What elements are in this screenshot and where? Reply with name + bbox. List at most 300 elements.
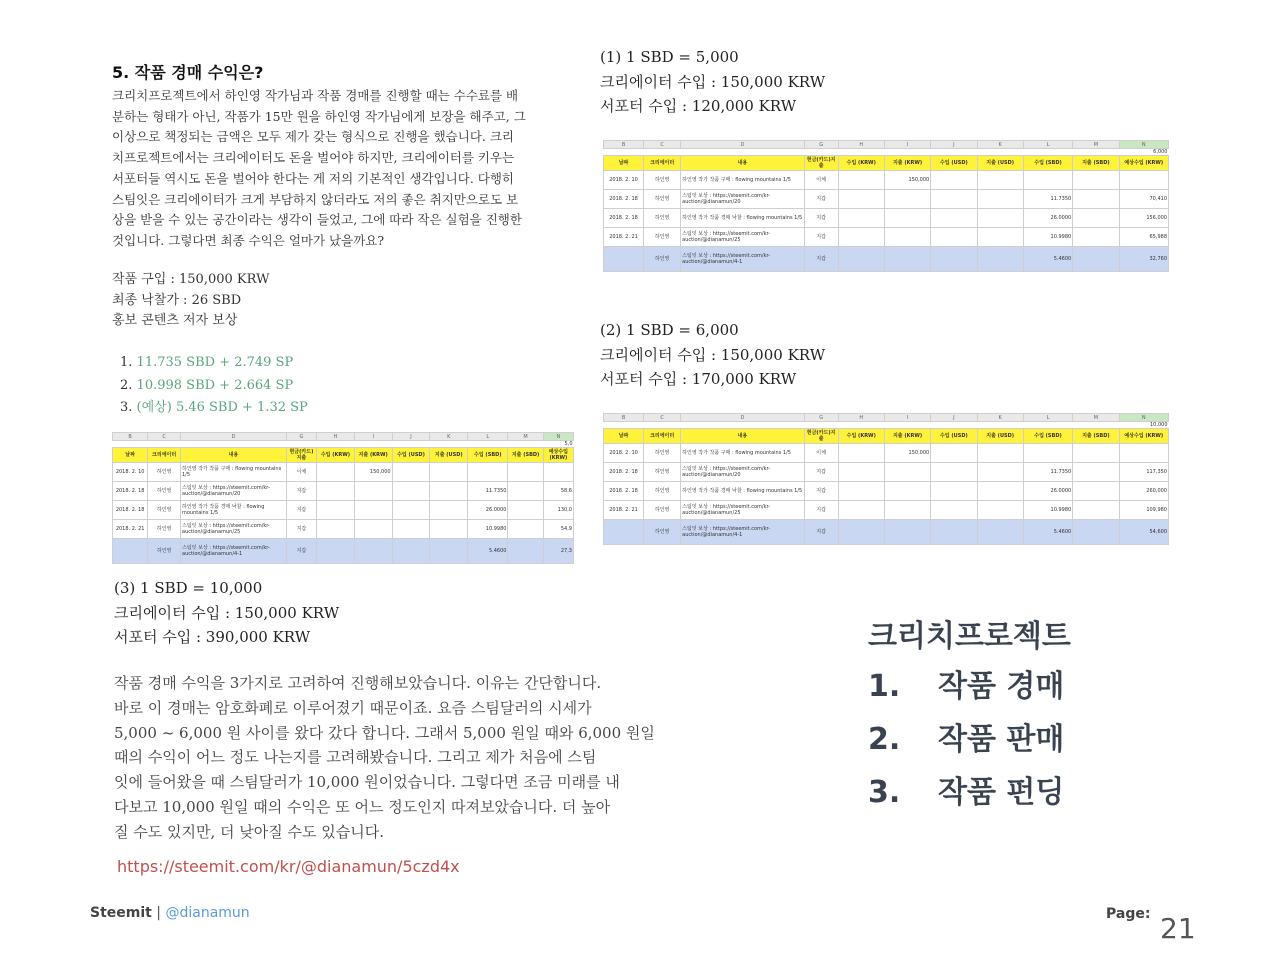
table-cell: [931, 209, 977, 228]
table-cell: 스팀잇 보상 : https://steemit.com/kr-auction/@dianamun/25: [681, 501, 805, 520]
table-cell: [508, 463, 543, 482]
column-header: 예상수입 (KRW): [543, 448, 573, 463]
column-header: 크리에이터: [644, 429, 681, 444]
table-cell: [543, 463, 573, 482]
purchase-info: [112, 270, 269, 332]
table-row: [604, 247, 1169, 272]
empty-cell: [354, 441, 392, 448]
header-row: [604, 156, 1169, 171]
table-cell: [838, 228, 884, 247]
table-cell: 하인영 작가 작품 구매 : flowing mountains 1/5: [181, 463, 287, 482]
table-cell: [931, 190, 977, 209]
table-cell: 70,410: [1119, 190, 1168, 209]
table-cell: 2018. 2. 18: [604, 209, 644, 228]
table-cell: [317, 463, 355, 482]
rate-row: [604, 422, 1169, 429]
table-cell: 지갑: [286, 501, 316, 520]
table-cell: [508, 482, 543, 501]
scenario-1: [600, 45, 825, 119]
table-cell: [354, 520, 392, 539]
table-cell: 26.0000: [468, 501, 508, 520]
column-letter: H: [317, 433, 355, 441]
table-cell: [977, 171, 1023, 190]
table-cell: [838, 444, 884, 463]
table-cell: [838, 463, 884, 482]
table-cell: [931, 171, 977, 190]
table-row: [604, 171, 1169, 190]
empty-cell: [977, 149, 1023, 156]
column-letter: H: [838, 414, 884, 422]
column-header: 지출 (KRW): [354, 448, 392, 463]
list-item: 2. 10.998 SBD + 2.664 SP: [120, 377, 294, 393]
empty-cell: [681, 149, 805, 156]
column-letter: G: [804, 414, 838, 422]
table-cell: [317, 482, 355, 501]
list-item: 3. (예상) 5.46 SBD + 1.32 SP: [120, 400, 308, 415]
table-cell: 하인영: [148, 482, 181, 501]
table-cell: [977, 190, 1023, 209]
column-letter: N: [1119, 141, 1168, 149]
explanation-paragraph: [114, 671, 655, 845]
column-header: 수입 (USD): [931, 156, 977, 171]
column-header: 수입 (SBD): [1023, 429, 1072, 444]
table-cell: 하인영: [644, 444, 681, 463]
column-letter: J: [392, 433, 430, 441]
rate-value: 5,0: [543, 441, 573, 448]
table-cell: [1073, 520, 1119, 545]
column-header: 지출 (USD): [977, 429, 1023, 444]
table-cell: [884, 247, 930, 272]
empty-cell: [1023, 149, 1072, 156]
table-cell: [977, 520, 1023, 545]
column-header: 수입 (SBD): [468, 448, 508, 463]
table-cell: [977, 209, 1023, 228]
table-cell: [1073, 247, 1119, 272]
empty-cell: [604, 422, 644, 429]
table-cell: [884, 482, 930, 501]
page-number: 21: [1160, 912, 1196, 945]
table-cell: 이체: [286, 463, 316, 482]
table-cell: 하인영 작가 작품 구매 : flowing mountains 1/5: [681, 171, 805, 190]
table-cell: 지갑: [286, 482, 316, 501]
table-row: [604, 482, 1169, 501]
column-header: 지출 (KRW): [884, 429, 930, 444]
table-row: [113, 482, 574, 501]
table-cell: 지갑: [804, 520, 838, 545]
rate-value: 10,000: [1119, 422, 1168, 429]
table-cell: 스팀잇 보상 : https://steemit.com/kr-auction/@dianamun/20: [181, 482, 287, 501]
scenario-3: [114, 576, 339, 650]
table-cell: [838, 247, 884, 272]
table-cell: 지갑: [804, 190, 838, 209]
table-cell: 하인영: [644, 247, 681, 272]
table-row: [113, 520, 574, 539]
column-header: 크리에이터: [148, 448, 181, 463]
table-cell: 2018. 2. 18: [604, 190, 644, 209]
scenario-title: (2) 1 SBD = 6,000: [600, 321, 739, 339]
table-cell: [931, 463, 977, 482]
table-cell: 150,000: [354, 463, 392, 482]
table-cell: 65,988: [1119, 228, 1168, 247]
empty-cell: [286, 441, 316, 448]
empty-cell: [181, 441, 287, 448]
table-cell: [838, 171, 884, 190]
column-header: 날짜: [604, 429, 644, 444]
table-cell: [884, 520, 930, 545]
column-header: 현금(카드)지출: [286, 448, 316, 463]
table-cell: [1073, 171, 1119, 190]
column-letter: I: [884, 141, 930, 149]
table-cell: [354, 501, 392, 520]
table-cell: 2018. 2. 18: [604, 482, 644, 501]
column-letter: M: [1073, 414, 1119, 422]
footer-handle[interactable]: @dianamun: [165, 905, 250, 921]
table-cell: 11.7350: [1023, 190, 1072, 209]
table-cell: [977, 228, 1023, 247]
table-cell: 지갑: [286, 520, 316, 539]
table-cell: 10.9980: [1023, 501, 1072, 520]
table-cell: [430, 482, 468, 501]
column-letter: K: [430, 433, 468, 441]
table-cell: [430, 501, 468, 520]
table-cell: 하인영 작가 작품 경매 낙찰 : flowing mountains 1/5: [681, 482, 805, 501]
table-cell: 10.9980: [1023, 228, 1072, 247]
column-letters-row: [604, 414, 1169, 422]
brand-name: Steemit: [90, 905, 152, 921]
table-cell: 지갑: [804, 463, 838, 482]
table-row: [604, 228, 1169, 247]
table-cell: 하인영 작가 작품 경매 낙찰 : flowing mountains 1/5: [181, 501, 287, 520]
column-header: 지출 (SBD): [1073, 429, 1119, 444]
table-cell: 스팀잇 보상 : https://steemit.com/kr-auction/@dianamun/25: [681, 228, 805, 247]
table-cell: 스팀잇 보상 : https://steemit.com/kr-auction/@dianamun/20: [681, 463, 805, 482]
text-line: 바로 이 경매는 암호화폐로 이루어졌기 때문이죠. 요즘 스팀달러의 시세가: [114, 698, 592, 717]
column-header: 지출 (SBD): [508, 448, 543, 463]
table-cell: 2018. 2. 21: [113, 520, 148, 539]
empty-cell: [430, 441, 468, 448]
table-cell: [508, 539, 543, 564]
table-cell: 5.4600: [1023, 247, 1072, 272]
table-cell: 2018. 2. 10: [604, 171, 644, 190]
table-cell: 2018. 2. 10: [113, 463, 148, 482]
column-letter: B: [113, 433, 148, 441]
info-line: 홍보 콘텐츠 저자 보상: [112, 313, 238, 328]
menu-item-funding: 3. 작품 펀딩: [868, 775, 1065, 810]
table-row: [113, 501, 574, 520]
column-header: 날짜: [113, 448, 148, 463]
table-cell: 10.9980: [468, 520, 508, 539]
text-line: 상을 받을 수 있는 공간이라는 생각이 들었고, 그에 따라 작은 실험을 진행한: [112, 212, 522, 228]
project-menu: [868, 614, 1071, 819]
table-cell: [838, 482, 884, 501]
table-cell: 27,3: [543, 539, 573, 564]
table-cell: 스팀잇 보상 : https://steemit.com/kr-auction/@dianamun/4-1: [681, 520, 805, 545]
column-header: 지출 (KRW): [884, 156, 930, 171]
table-cell: [317, 520, 355, 539]
menu-title: 크리치프로젝트: [868, 619, 1071, 654]
column-letter: N: [543, 433, 573, 441]
table-cell: [1073, 482, 1119, 501]
table-cell: [1023, 171, 1072, 190]
table-cell: [1073, 501, 1119, 520]
table-cell: [113, 539, 148, 564]
table-cell: 5.4600: [468, 539, 508, 564]
column-letter: G: [286, 433, 316, 441]
text-line: 스팀잇은 크리에이터가 크게 부담하지 않더라도 저의 좋은 취지만으로도 보: [112, 191, 519, 207]
table-cell: 2018. 2. 10: [604, 444, 644, 463]
table-cell: [392, 463, 430, 482]
table-cell: 하인영: [148, 539, 181, 564]
empty-cell: [468, 441, 508, 448]
table-cell: [468, 463, 508, 482]
table-cell: [884, 209, 930, 228]
column-letter: K: [977, 414, 1023, 422]
column-header: 크리에이터: [644, 156, 681, 171]
table-cell: 117,350: [1119, 463, 1168, 482]
table-cell: [931, 228, 977, 247]
table-cell: [1023, 444, 1072, 463]
table-cell: [884, 190, 930, 209]
table-cell: [884, 501, 930, 520]
table-row: [113, 539, 574, 564]
creator-income: 크리에이터 수입 : 150,000 KRW: [600, 345, 826, 364]
column-header: 날짜: [604, 156, 644, 171]
column-letter: I: [884, 414, 930, 422]
table-cell: [604, 520, 644, 545]
column-letter: H: [838, 141, 884, 149]
table-cell: [317, 539, 355, 564]
column-header: 수입 (KRW): [838, 429, 884, 444]
text-line: 질 수도 있지만, 더 낮아질 수도 있습니다.: [114, 822, 384, 841]
intro-paragraph: [112, 86, 574, 254]
table-cell: [430, 463, 468, 482]
column-header: 지출 (USD): [430, 448, 468, 463]
table-cell: 2018. 2. 21: [604, 501, 644, 520]
empty-cell: [317, 441, 355, 448]
text-line: 서포터들 역시도 돈을 벌어야 한다는 게 저의 기본적인 생각입니다. 다행히: [112, 170, 514, 186]
table-cell: 지갑: [804, 209, 838, 228]
table-cell: 하인영 작가 작품 경매 낙찰 : flowing mountains 1/5: [681, 209, 805, 228]
column-letter: B: [604, 141, 644, 149]
empty-cell: [1073, 422, 1119, 429]
table-cell: 11.7350: [1023, 463, 1072, 482]
scenario-title: (3) 1 SBD = 10,000: [114, 579, 263, 597]
table-cell: 130,0: [543, 501, 573, 520]
column-letter: G: [804, 141, 838, 149]
reward-list: [120, 352, 308, 420]
table-cell: 26.0000: [1023, 209, 1072, 228]
table-cell: [838, 190, 884, 209]
column-header: 내용: [181, 448, 287, 463]
rate-value: 6,000: [1119, 149, 1168, 156]
table-row: [604, 463, 1169, 482]
table-cell: [1119, 444, 1168, 463]
table-cell: 54,600: [1119, 520, 1168, 545]
column-letter: I: [354, 433, 392, 441]
table-cell: 58,6: [543, 482, 573, 501]
table-cell: 지갑: [804, 228, 838, 247]
table-cell: 하인영: [644, 228, 681, 247]
table-cell: 하인영: [644, 209, 681, 228]
column-header: 지출 (USD): [977, 156, 1023, 171]
table-cell: 150,000: [884, 444, 930, 463]
empty-cell: [838, 149, 884, 156]
table-cell: 스팀잇 보상 : https://steemit.com/kr-auction/@dianamun/4-1: [181, 539, 287, 564]
column-letters-row: [604, 141, 1169, 149]
spreadsheet-scenario-1: [603, 140, 1169, 282]
column-letter: M: [1073, 141, 1119, 149]
table-cell: 하인영: [644, 190, 681, 209]
table-cell: 54,9: [543, 520, 573, 539]
table-cell: [931, 520, 977, 545]
column-letter: D: [681, 414, 805, 422]
scenario-2: [600, 318, 825, 392]
text-line: 치프로젝트에서는 크리에이터도 돈을 벌어야 하지만, 크리에이터를 키우는: [112, 150, 515, 166]
column-letter: N: [1119, 414, 1168, 422]
table-cell: [977, 482, 1023, 501]
creator-income: 크리에이터 수입 : 150,000 KRW: [114, 603, 340, 622]
table-cell: 이체: [804, 444, 838, 463]
empty-cell: [884, 422, 930, 429]
column-letter: C: [644, 414, 681, 422]
table-cell: [1073, 463, 1119, 482]
table-cell: 지갑: [804, 247, 838, 272]
table-cell: [392, 520, 430, 539]
column-letter: J: [931, 141, 977, 149]
header-row: [113, 448, 574, 463]
table-cell: [317, 501, 355, 520]
table-cell: [931, 482, 977, 501]
table-cell: [884, 228, 930, 247]
empty-cell: [884, 149, 930, 156]
supporter-income: 서포터 수입 : 390,000 KRW: [114, 628, 311, 646]
table-cell: [931, 247, 977, 272]
table-cell: 스팀잇 보상 : https://steemit.com/kr-auction/@dianamun/20: [681, 190, 805, 209]
table-row: [604, 501, 1169, 520]
table-cell: 하인영: [148, 463, 181, 482]
empty-cell: [644, 149, 681, 156]
table-cell: 하인영: [148, 520, 181, 539]
table-cell: 스팀잇 보상 : https://steemit.com/kr-auction/@dianamun/25: [181, 520, 287, 539]
table-cell: [430, 539, 468, 564]
info-line: 작품 구입 : 150,000 KRW: [112, 272, 270, 287]
table-cell: 150,000: [884, 171, 930, 190]
table-cell: 156,000: [1119, 209, 1168, 228]
column-header: 예상수입 (KRW): [1119, 156, 1168, 171]
empty-cell: [1073, 149, 1119, 156]
table-cell: 하인영: [644, 463, 681, 482]
table-cell: 11.7350: [468, 482, 508, 501]
menu-item-sale: 2. 작품 판매: [868, 722, 1065, 757]
table-cell: [931, 501, 977, 520]
table-cell: 스팀잇 보상 : https://steemit.com/kr-auction/@dianamun/4-1: [681, 247, 805, 272]
table-cell: [838, 520, 884, 545]
table-cell: [931, 444, 977, 463]
table-cell: 2018. 2. 18: [113, 482, 148, 501]
text-line: 작품 경매 수익을 3가지로 고려하여 진행해보았습니다. 이유는 간단합니다.: [114, 674, 602, 692]
text-line: 이상으로 책정되는 금액은 모두 제가 갖는 형식으로 진행을 했습니다. 크리: [112, 129, 514, 145]
column-letter: K: [977, 141, 1023, 149]
footer-brand: [90, 905, 250, 921]
table-row: [604, 190, 1169, 209]
table-row: [604, 444, 1169, 463]
empty-cell: [392, 441, 430, 448]
empty-cell: [508, 441, 543, 448]
table-cell: 32,760: [1119, 247, 1168, 272]
spreadsheet-scenario-3: [112, 432, 574, 557]
empty-cell: [931, 149, 977, 156]
column-header: 수입 (USD): [392, 448, 430, 463]
menu-item-auction: 1. 작품 경매: [868, 669, 1065, 704]
table-cell: [1073, 209, 1119, 228]
column-letter: D: [181, 433, 287, 441]
column-header: 수입 (SBD): [1023, 156, 1072, 171]
table-cell: 2018. 2. 18: [113, 501, 148, 520]
table-cell: 109,980: [1119, 501, 1168, 520]
column-header: 내용: [681, 429, 805, 444]
table-cell: [604, 247, 644, 272]
table-row: [604, 520, 1169, 545]
empty-cell: [113, 441, 148, 448]
table-cell: 2018. 2. 21: [604, 228, 644, 247]
table-cell: [354, 539, 392, 564]
empty-cell: [804, 149, 838, 156]
table-row: [604, 209, 1169, 228]
table-cell: [838, 209, 884, 228]
table-cell: [392, 482, 430, 501]
table-cell: [977, 501, 1023, 520]
rate-row: [604, 149, 1169, 156]
table-cell: [1073, 444, 1119, 463]
column-header: 예상수입 (KRW): [1119, 429, 1168, 444]
text-line: 다보고 10,000 원일 때의 수익은 또 어느 정도인지 따져보았습니다. 더 높아: [114, 797, 611, 816]
table-cell: [1073, 190, 1119, 209]
empty-cell: [644, 422, 681, 429]
table-cell: 이체: [804, 171, 838, 190]
table-cell: 지갑: [804, 482, 838, 501]
column-header: 내용: [681, 156, 805, 171]
rate-row: [113, 441, 574, 448]
table-cell: 5.4600: [1023, 520, 1072, 545]
source-link[interactable]: https://steemit.com/kr/@dianamun/5czd4x: [117, 857, 460, 876]
text-line: 크리치프로젝트에서 하인영 작가님과 작품 경매를 진행할 때는 수수료를 배: [112, 88, 519, 103]
empty-cell: [148, 441, 181, 448]
section-title: 5. 작품 경매 수익은?: [112, 63, 264, 82]
text-line: 것입니다. 그렇다면 최종 수익은 얼마가 났을까요?: [112, 232, 385, 248]
text-line: 잇에 들어왔을 때 스팀달러가 10,000 원이었습니다. 그렇다면 조금 미래를 내: [114, 773, 620, 792]
info-line: 최종 낙찰가 : 26 SBD: [112, 292, 242, 308]
column-header: 지출 (SBD): [1073, 156, 1119, 171]
column-header: 수입 (KRW): [317, 448, 355, 463]
empty-cell: [931, 422, 977, 429]
column-letter: L: [468, 433, 508, 441]
column-header: 현금(카드)지출: [804, 156, 838, 171]
table-cell: 지갑: [804, 501, 838, 520]
table-cell: [1073, 228, 1119, 247]
table-cell: 260,000: [1119, 482, 1168, 501]
table-cell: [977, 463, 1023, 482]
table-cell: 하인영: [644, 520, 681, 545]
column-letter: L: [1023, 141, 1072, 149]
column-letter: C: [644, 141, 681, 149]
column-letter: B: [604, 414, 644, 422]
table-cell: [392, 501, 430, 520]
column-letters-row: [113, 433, 574, 441]
table-cell: [508, 520, 543, 539]
list-item: 1. 11.735 SBD + 2.749 SP: [120, 355, 294, 370]
header-row: [604, 429, 1169, 444]
table-cell: [1119, 171, 1168, 190]
